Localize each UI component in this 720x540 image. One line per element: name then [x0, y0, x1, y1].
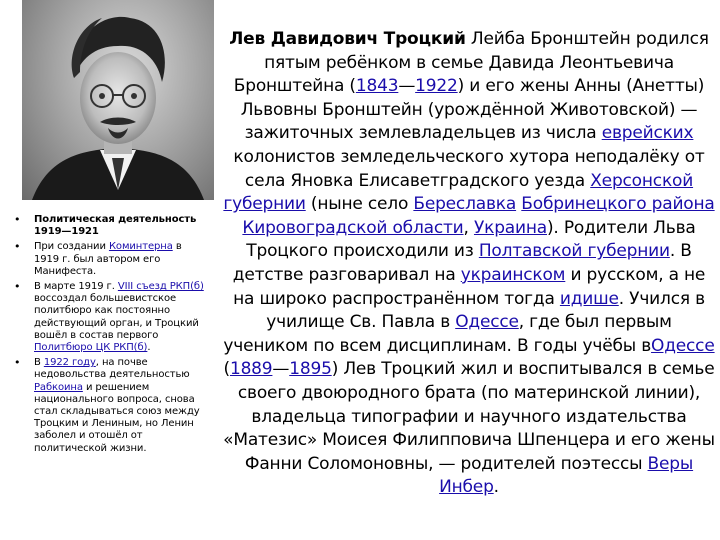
link-comintern[interactable]: Коминтерна	[108, 241, 173, 253]
link-poltava-governorate[interactable]: Полтавской губернии	[478, 241, 670, 262]
text: В марте 1919 г.	[34, 281, 118, 293]
text: ) Лев Троцкий жил и воспитывался в семье своего двоюродного брата (по материнской линии), владельца типографии и научного издательства «Матезис» Моисея Филипповича Шпенцера и его жены Фанни Соломоновны, — родителей поэтессы	[223, 359, 715, 474]
list-item	[14, 214, 206, 238]
link-1922[interactable]: 1922	[415, 76, 458, 97]
list-item	[14, 241, 206, 278]
link-vera-inber[interactable]: Веры Инбер	[439, 453, 694, 498]
link-bereslavka[interactable]: Береславка	[413, 194, 517, 215]
link-kherson-governorate[interactable]: Херсонской губернии	[223, 170, 694, 215]
list-item	[14, 357, 206, 455]
link-ukrainian[interactable]: украинском	[460, 264, 566, 285]
text: При создании	[34, 241, 109, 253]
link-viii-congress[interactable]: VIII съезд РКП(б)	[117, 281, 204, 293]
text: . Учился в училище Св. Павла в	[266, 288, 705, 333]
list-item	[14, 281, 206, 354]
link-odessa[interactable]: Одессе	[455, 312, 519, 333]
link-1889[interactable]: 1889	[229, 359, 273, 380]
link-rabkoin[interactable]: Рабкоина	[34, 381, 83, 393]
political-activity-list	[14, 214, 206, 458]
text: колонистов земледельческого хутора неподалёку от села Яновка Елисаветградского уезда	[233, 146, 705, 191]
text: В	[34, 357, 44, 369]
link-1895[interactable]: 1895	[289, 359, 332, 380]
text: в 1919 г. был автором его Манифеста.	[34, 241, 182, 277]
link-yiddish[interactable]: идише	[559, 288, 619, 309]
biography-text	[222, 28, 716, 500]
text: —	[272, 359, 290, 380]
text: и русском, а не на широко распространённом тогда	[233, 264, 706, 309]
link-ukraine[interactable]: Украина	[473, 217, 547, 238]
text: .	[493, 477, 499, 498]
text: . В детстве разговаривал на	[232, 241, 692, 285]
text: —	[398, 76, 416, 97]
text: ) и его жены Анны (Анетты) Львовны Бронштейн (урождённой Животовской) — зажиточных землевладельцев из числа	[240, 76, 705, 144]
text: воссоздал большевистское политбюро как постоянно действующий орган, и Троцкий вошёл в состав первого	[34, 293, 199, 341]
biography-paragraph	[222, 28, 716, 500]
link-1922[interactable]: 1922 году	[43, 357, 96, 369]
portrait-photo	[22, 0, 214, 200]
link-politburo[interactable]: Политбюро ЦК РКП(б)	[34, 342, 148, 354]
text: (ныне село	[305, 194, 414, 215]
link-1843[interactable]: 1843	[355, 76, 399, 97]
portrait-illustration	[22, 0, 214, 200]
text: , на почве недовольства деятельностью	[34, 357, 190, 381]
text: и решением национального вопроса, снова стал складываться союз между Троцким и Лениным, но Ленин заболел и отошёл от политической жизни.	[34, 381, 200, 454]
text: ). Родители Льва Троцкого происходили из	[246, 217, 696, 262]
text: (	[223, 359, 230, 380]
text: .	[147, 342, 151, 354]
link-bobrinets-district[interactable]: Бобринецкого района Кировоградской области	[242, 194, 715, 238]
text: , где был первым учеником по всем дисциплинам. В годы учёбы в	[223, 312, 672, 356]
text: ,	[463, 217, 474, 238]
link-jewish[interactable]: еврейских	[601, 123, 694, 144]
link-odessa-2[interactable]: Одессе	[651, 335, 715, 356]
person-name: Лев Давидович Троцкий	[229, 29, 466, 49]
list-item-title: Политическая деятельность 1919—1921	[34, 214, 197, 238]
text: Лейба Бронштейн родился пятым ребёнком в семье Давида Леонтьевича Бронштейна (	[233, 29, 709, 97]
